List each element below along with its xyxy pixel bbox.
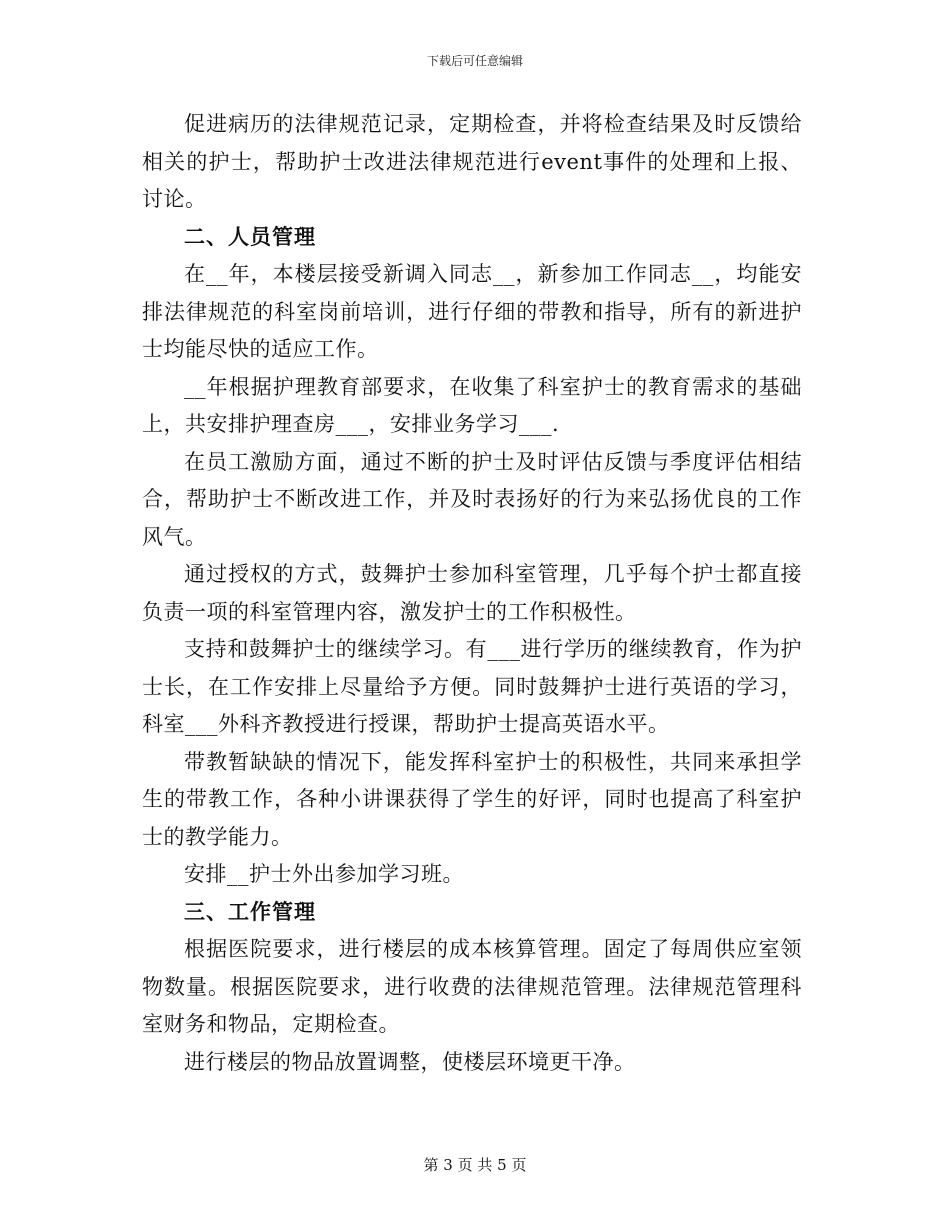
paragraph-continuing-study: 支持和鼓舞护士的继续学习。有___进行学历的继续教育，作为护士长，在工作安排上尽量给予方便。同时鼓舞护士进行英语的学习，科室___外科齐教授进行授课，帮助护士提高英语水平。	[142, 637, 802, 736]
paragraph-new-staff: 在__年，本楼层接受新调入同志__，新参加工作同志__，均能安排法律规范的科室岗前培训，进行仔细的带教和指导，所有的新进护士均能尽快的适应工作。	[142, 262, 802, 361]
section-heading-personnel: 二、人员管理	[184, 224, 316, 249]
header-note: 下载后可任意编辑	[426, 54, 523, 68]
document-body	[142, 106, 802, 1081]
page-number: 第 3 页 共 5 页	[423, 1156, 527, 1174]
paragraph-cost-management: 根据医院要求，进行楼层的成本核算管理。固定了每周供应室领物数量。根据医院要求，进行收费的法律规范管理。法律规范管理科室财务和物品，定期检查。	[142, 937, 802, 1036]
paragraph-records: 促进病历的法律规范记录，定期检查，并将检查结果及时反馈给相关的护士，帮助护士改进法律规范进行event事件的处理和上报、讨论。	[142, 112, 802, 211]
paragraph-authorization: 通过授权的方式，鼓舞护士参加科室管理，几乎每个护士都直接负责一项的科室管理内容，激发护士的工作积极性。	[142, 562, 802, 624]
paragraph-teaching: 带教暂缺缺的情况下，能发挥科室护士的积极性，共同来承担学生的带教工作，各种小讲课获得了学生的好评，同时也提高了科室护士的教学能力。	[142, 749, 802, 849]
paragraph-environment: 进行楼层的物品放置调整，使楼层环境更干净。	[184, 1049, 636, 1074]
section-heading-work: 三、工作管理	[184, 899, 316, 924]
paragraph-education: __年根据护理教育部要求，在收集了科室护士的教育需求的基础上，共安排护理查房___，安排业务学习___.	[142, 374, 802, 436]
paragraph-motivation: 在员工激励方面，通过不断的护士及时评估反馈与季度评估相结合，帮助护士不断改进工作，并及时表扬好的行为来弘扬优良的工作风气。	[142, 449, 802, 549]
paragraph-training-class: 安排__护士外出参加学习班。	[184, 862, 464, 886]
